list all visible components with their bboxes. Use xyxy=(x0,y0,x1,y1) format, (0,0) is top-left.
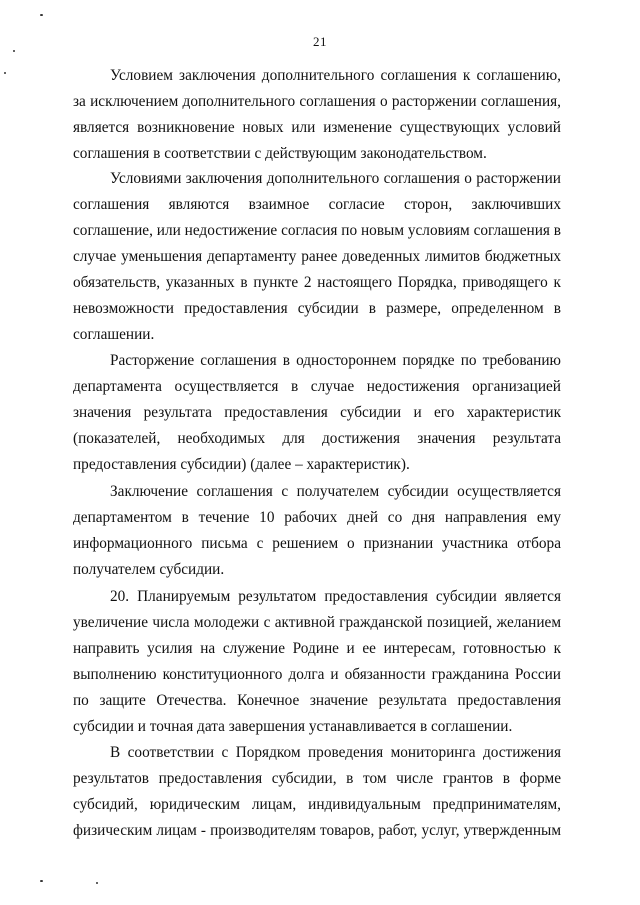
text-line: соглашении. xyxy=(73,326,155,343)
text-line: за исключением дополнительного соглашения о расторжении соглашения, xyxy=(73,93,561,110)
page-number: 21 xyxy=(313,34,327,49)
text-line: соглашения являются взаимное согласие сторон, заключивших xyxy=(73,196,561,213)
text-line: получателем субсидии. xyxy=(73,561,225,578)
text-line: субсидий, юридическим лицам, индивидуальным предпринимателям, xyxy=(73,796,561,813)
scan-speck xyxy=(4,72,6,74)
scan-speck xyxy=(40,880,43,882)
text-line: субсидии и точная дата завершения устанавливается в соглашении. xyxy=(73,718,513,735)
paragraph-2 xyxy=(73,166,561,348)
text-line: 20. Планируемым результатом предоставления субсидии является xyxy=(110,588,561,605)
text-line: физическим лицам - производителям товаров, работ, услуг, утвержденным xyxy=(73,822,561,839)
text-line: информационного письма с решением о признании участника отбора xyxy=(73,535,561,552)
paragraph-4 xyxy=(73,479,561,583)
text-line: увеличение числа молодежи с активной гражданской позицией, желанием xyxy=(73,614,561,631)
text-line: (показателей, необходимых для достижения значения результата xyxy=(73,430,561,447)
paragraph-1 xyxy=(73,63,561,167)
text-line: является возникновение новых или изменение существующих условий xyxy=(73,119,561,136)
scan-speck xyxy=(96,882,98,884)
text-line: департаментом в течение 10 рабочих дней со дня направления ему xyxy=(73,509,561,526)
text-line: направить усилия на служение Родине и ее интересам, готовностью к xyxy=(73,640,561,657)
text-line: соглашение, или недостижение согласия по новым условиям соглашения в xyxy=(73,222,561,239)
text-line: Условием заключения дополнительного соглашения к соглашению, xyxy=(110,67,561,84)
text-line: значения результата предоставления субсидии и его характеристик xyxy=(73,404,561,421)
text-line: предоставления субсидии) (далее – характеристик). xyxy=(73,456,410,473)
paragraph-6 xyxy=(73,740,561,844)
text-line: выполнению конституционного долга и обязанности гражданина России xyxy=(73,666,561,683)
text-line: Условиями заключения дополнительного соглашения о расторжении xyxy=(110,170,561,187)
text-line: департамента осуществляется в случае недостижения организацией xyxy=(73,378,561,395)
paragraph-5 xyxy=(73,584,561,740)
text-line: по защите Отечества. Конечное значение результата предоставления xyxy=(73,692,561,709)
text-line: Расторжение соглашения в одностороннем порядке по требованию xyxy=(110,352,561,369)
paragraph-3 xyxy=(73,348,561,478)
text-line: невозможности предоставления субсидии в размере, определенном в xyxy=(73,300,561,317)
scan-speck xyxy=(40,14,43,16)
text-line: результатов предоставления субсидии, в том числе грантов в форме xyxy=(73,770,561,787)
text-line: случае уменьшения департаменту ранее доведенных лимитов бюджетных xyxy=(73,248,561,265)
text-line: Заключение соглашения с получателем субсидии осуществляется xyxy=(110,483,561,500)
text-line: соглашения в соответствии с действующим законодательством. xyxy=(73,145,487,162)
scan-speck xyxy=(13,50,15,52)
text-line: обязательств, указанных в пункте 2 настоящего Порядка, приводящего к xyxy=(73,274,561,291)
text-line: В соответствии с Порядком проведения мониторинга достижения xyxy=(110,744,561,761)
